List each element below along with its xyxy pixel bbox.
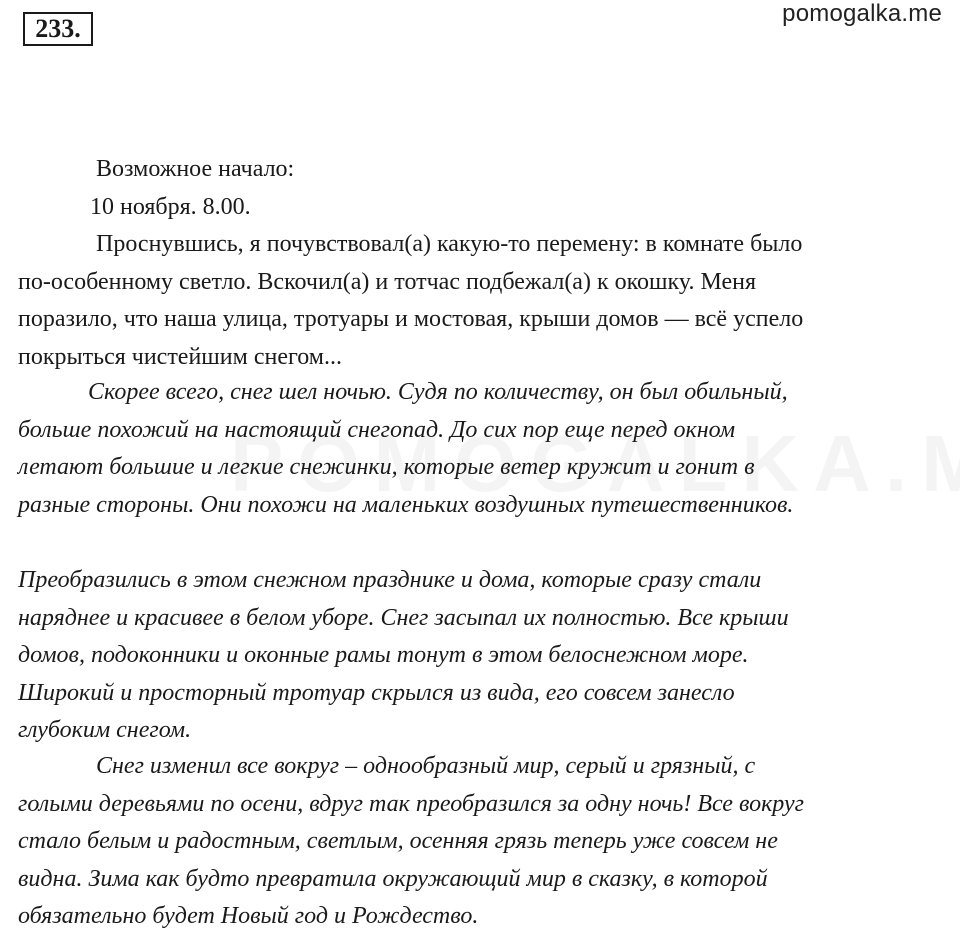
paragraph-line: больше похожий на настоящий снегопад. До сих пор еще перед окном [18,416,736,443]
paragraph-line: домов, подоконники и оконные рамы тонут в этом белоснежном море. [18,642,749,668]
paragraph-3 [18,748,948,936]
paragraph-line: глубоким снегом. [18,717,192,743]
paragraph-1 [18,374,948,524]
paragraph-line: Скорее всего, снег шел ночью. Судя по количеству, он был обильный, [88,379,788,405]
intro-block [18,151,948,376]
paragraph-2 [18,562,948,750]
intro-line: Проснувшись, я почувствовал(а) какую-то перемену: в комнате было [96,231,803,257]
paragraph-line: разные стороны. Они похожи на маленьких воздушных путешественников. [18,491,794,518]
paragraph-line: обязательно будет Новый год и Рождество. [18,903,479,929]
paragraph-line: голыми деревьями по осени, вдруг так преобразился за одну ночь! Все вокруг [18,790,804,817]
site-name: pomogalka.me [782,0,942,27]
paragraph-line: летают большие и легкие снежинки, которые ветер кружит и гонит в [18,454,755,480]
exercise-number-badge: 233. [23,12,93,46]
paragraph-line: наряднее и красивее в белом уборе. Снег засыпал их полностью. Все крыши [18,604,789,631]
intro-line: 10 ноября. 8.00. [90,193,251,220]
paragraph-line: видна. Зима как будто превратила окружающий мир в сказку, в которой [18,865,768,892]
paragraph-line: Широкий и просторный тротуар скрылся из вида, его совсем занесло [18,679,735,706]
intro-line: Возможное начало: [96,156,295,182]
intro-line: по-особенному светло. Вскочил(а) и тотчас подбежал(а) к окошку. Меня [18,268,757,295]
paragraph-line: Снег изменил все вокруг – однообразный мир, серый и грязный, с [96,753,756,779]
intro-line: поразило, что наша улица, тротуары и мостовая, крыши домов — всё успело [18,306,804,332]
intro-line: покрыться чистейшим снегом... [18,343,342,370]
paragraph-line: стало белым и радостным, светлым, осенняя грязь теперь уже совсем не [18,828,778,854]
paragraph-line: Преобразились в этом снежном празднике и дома, которые сразу стали [18,567,762,593]
